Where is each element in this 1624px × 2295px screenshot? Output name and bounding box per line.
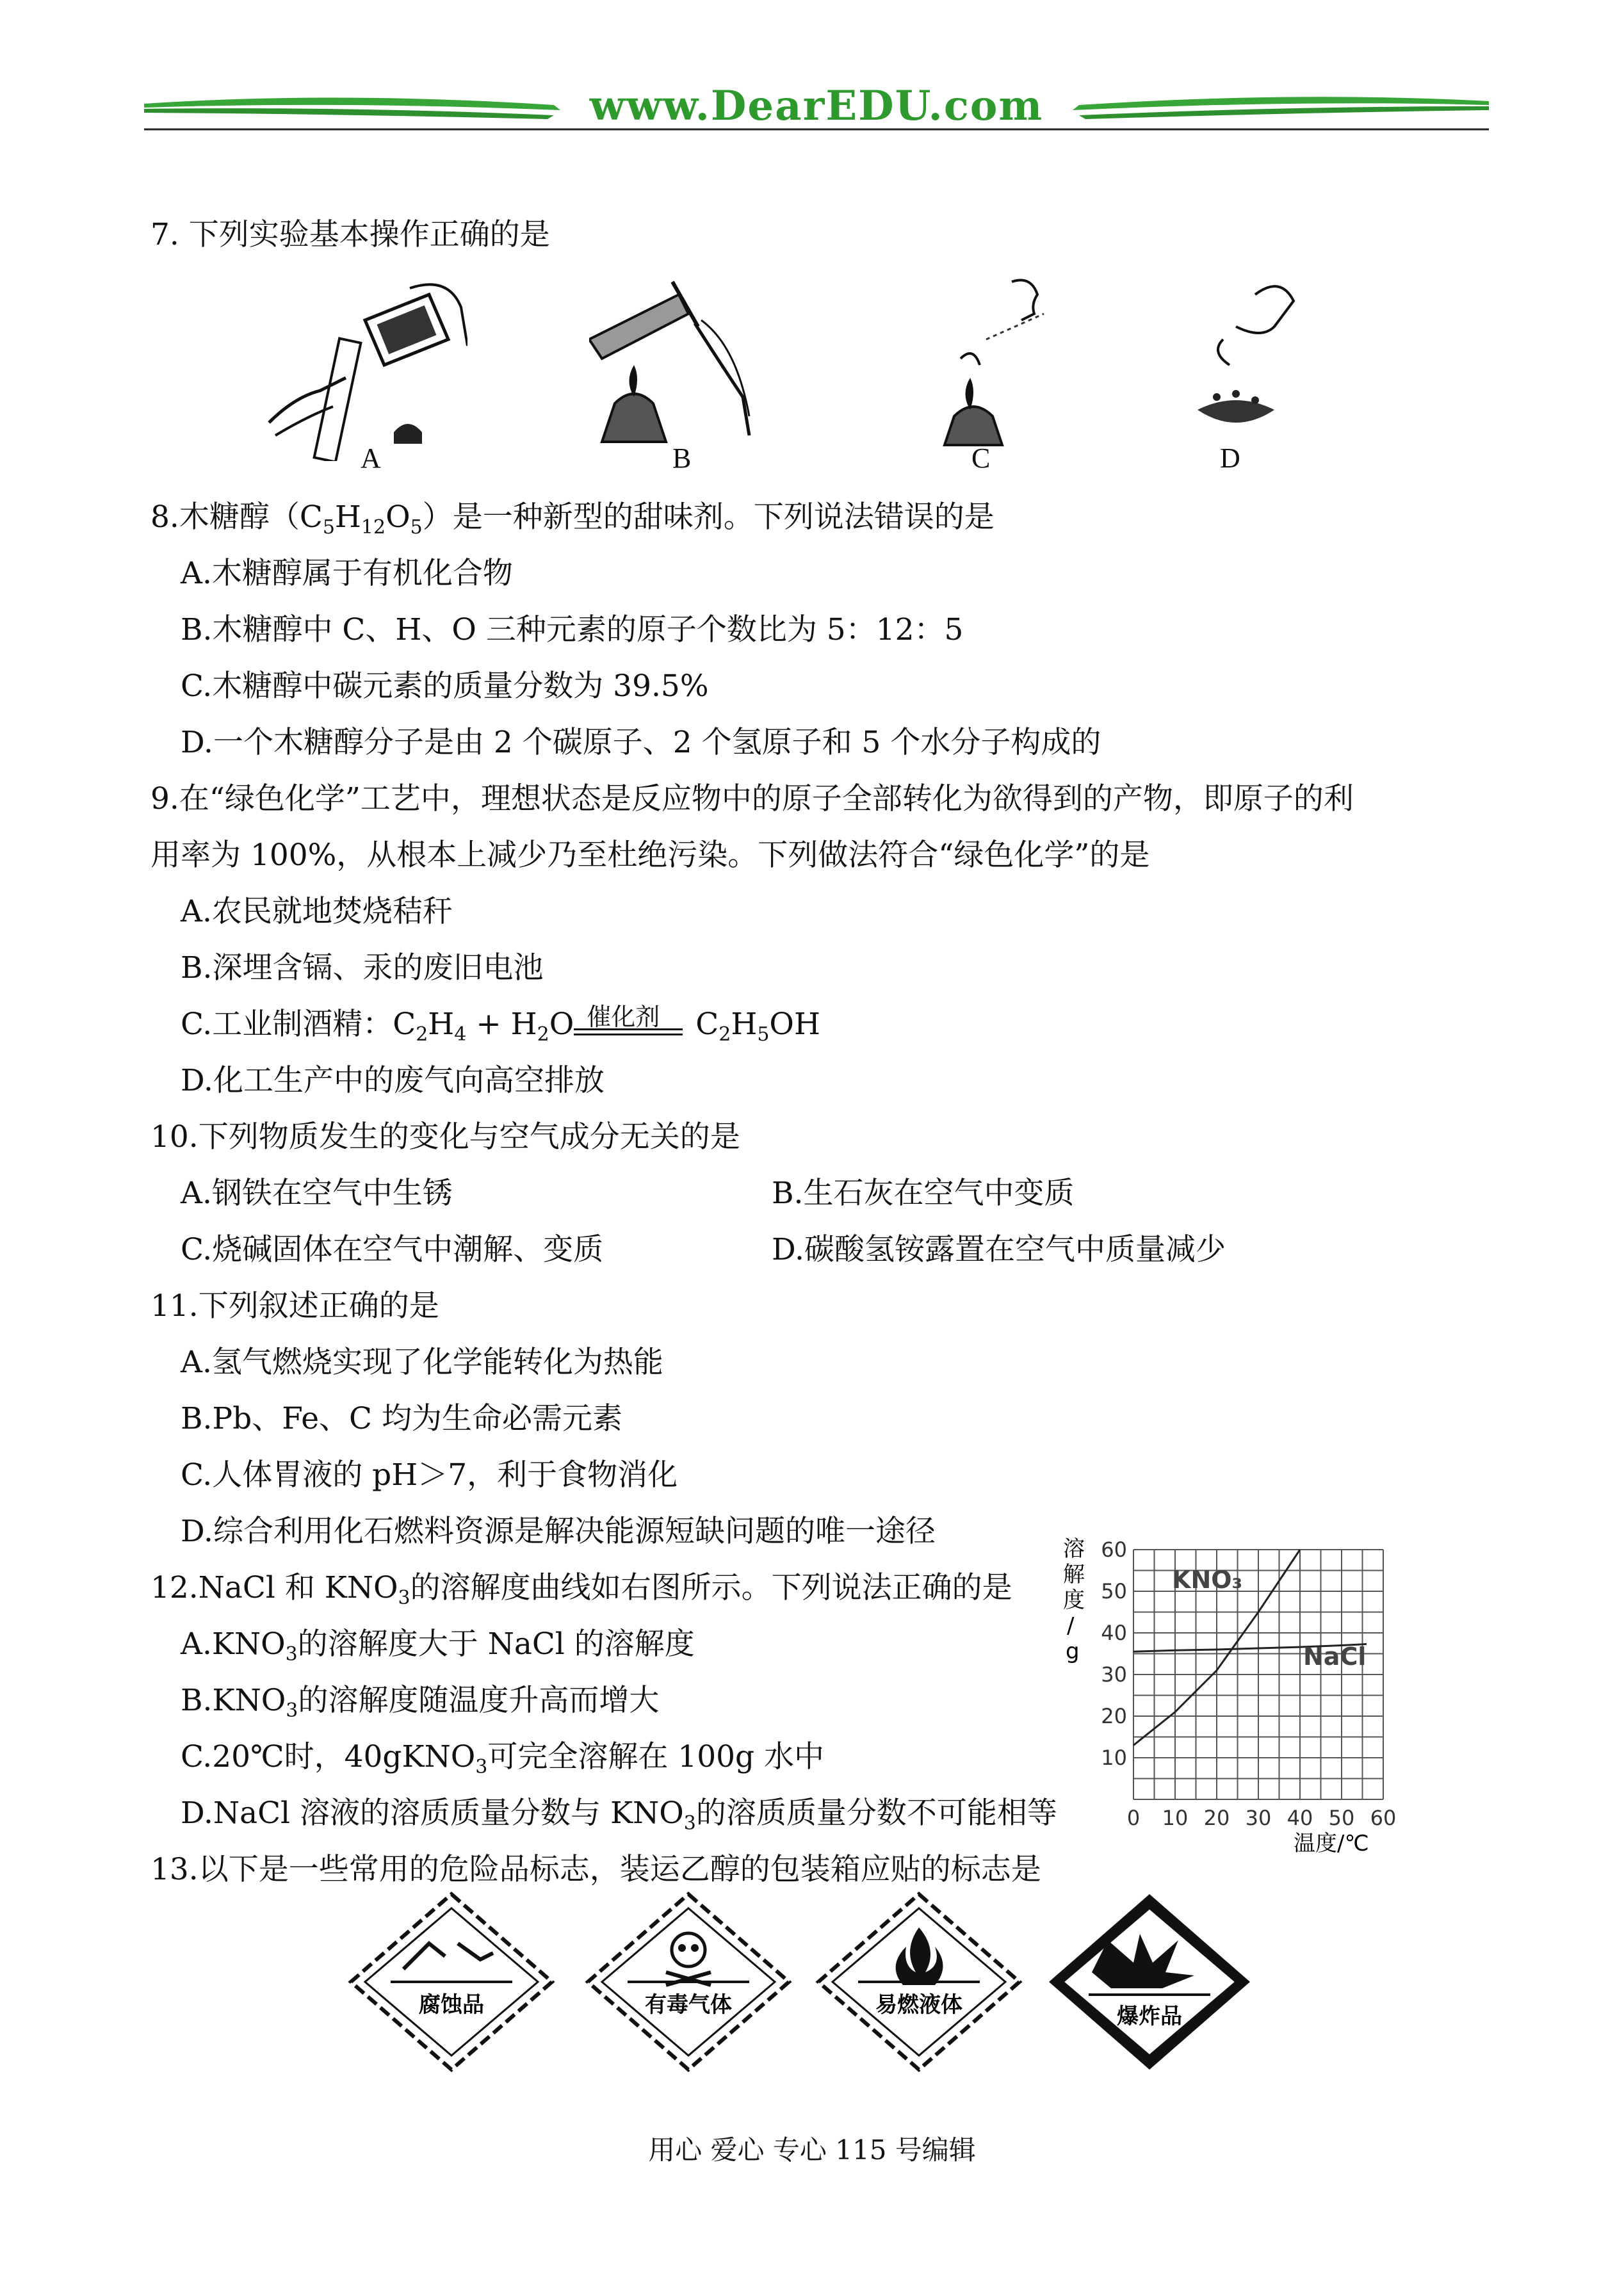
- q8-option-b: B.木糖醇中 C、H、O 三种元素的原子个数比为 5：12：5: [181, 612, 964, 647]
- q11-option-b: B.Pb、Fe、C 均为生命必需元素: [181, 1401, 622, 1436]
- q11-stem: 11.下列叙述正确的是: [150, 1288, 439, 1324]
- x-tick-label: 30: [1245, 1806, 1272, 1830]
- figure-c-smelling: [935, 269, 1101, 461]
- q8-subscript: 12: [361, 516, 386, 539]
- y-axis-label-char: /: [1067, 1613, 1075, 1639]
- q8-subscript: 5: [410, 516, 423, 539]
- figure-d-adding-solid: [1178, 269, 1306, 461]
- y-tick-label: 50: [1101, 1579, 1127, 1603]
- q7-figures: [256, 269, 1281, 480]
- q12-subscript: 3: [683, 1812, 696, 1835]
- equation-part: H: [428, 1007, 455, 1042]
- x-tick-label: 20: [1203, 1806, 1230, 1830]
- solubility-chart: [1050, 1511, 1409, 1857]
- q12-text: A.KNO: [181, 1626, 286, 1662]
- sign-label: 有毒气体: [645, 1992, 732, 2018]
- site-logo: www.DearEDU.com: [589, 82, 1044, 130]
- q8-option-c: C.木糖醇中碳元素的质量分数为 39.5%: [181, 669, 709, 704]
- q10-option-a: A.钢铁在空气中生锈: [181, 1176, 453, 1211]
- series-label-nacl: NaCl: [1303, 1642, 1367, 1671]
- chart-grid: [1133, 1550, 1383, 1799]
- q12-option-c: [181, 1738, 824, 1787]
- x-tick-label: 40: [1287, 1806, 1313, 1830]
- q12-text: 的溶解度随温度升高而增大: [298, 1683, 660, 1718]
- q12-text: 的溶解度大于 NaCl 的溶解度: [297, 1626, 695, 1662]
- equation-subscript: 2: [719, 1023, 731, 1046]
- toxic-gas-sign: [583, 1889, 794, 2075]
- figure-a-pouring: [256, 269, 467, 461]
- q7-stem: 7. 下列实验基本操作正确的是: [150, 217, 550, 252]
- series-label-kno3: KNO₃: [1172, 1566, 1243, 1594]
- reaction-arrow: [574, 1005, 695, 1044]
- q12-text: D.NaCl 溶液的溶质质量分数与 KNO: [181, 1796, 684, 1831]
- q11-option-d: D.综合利用化石燃料资源是解决能源短缺问题的唯一途径: [181, 1514, 936, 1549]
- q9-option-d: D.化工生产中的废气向高空排放: [181, 1063, 605, 1098]
- q8-stem-part: O: [386, 499, 410, 535]
- figure-label-a: A: [361, 442, 381, 474]
- q9-option-b: B.深埋含镉、汞的废旧电池: [181, 950, 544, 985]
- equation-subscript: 2: [537, 1023, 549, 1046]
- equation-part: H: [731, 1007, 758, 1042]
- corrosive-sign: [346, 1889, 557, 2075]
- q8-stem-part: ）是一种新型的甜味剂。下列说法错误的是: [422, 499, 995, 535]
- q9-option-c: [181, 1005, 820, 1054]
- q9-stem-line1: 9.在“绿色化学”工艺中，理想状态是反应物中的原子全部转化为欲得到的产物，即原子的利: [150, 781, 1354, 816]
- figure-label-c: C: [971, 442, 991, 474]
- q12-stem-part: 12.NaCl 和 KNO: [150, 1570, 398, 1605]
- equation-part: C.工业制酒精：C: [181, 1007, 416, 1042]
- q8-stem-part: H: [334, 499, 361, 535]
- q12-option-b: [181, 1682, 659, 1730]
- equation-part: + H: [466, 1007, 537, 1042]
- figure-b-heating: [589, 269, 800, 461]
- q9-option-a: A.农民就地焚烧秸秆: [181, 894, 453, 929]
- y-axis-label-char: 溶: [1063, 1536, 1085, 1562]
- y-tick-label: 40: [1101, 1621, 1127, 1645]
- chart-y-axis-label: [1063, 1536, 1085, 1664]
- q8-stem-part: 8.木糖醇（C: [150, 499, 323, 535]
- q12-stem: [150, 1569, 1012, 1618]
- q10-stem: 10.下列物质发生的变化与空气成分无关的是: [150, 1119, 740, 1155]
- q12-option-a: [181, 1625, 695, 1674]
- q10-option-d: D.碳酸氢铵露置在空气中质量减少: [772, 1232, 1226, 1267]
- q8-option-a: A.木糖醇属于有机化合物: [181, 556, 513, 591]
- y-tick-label: 30: [1101, 1662, 1127, 1687]
- sign-label: 易燃液体: [875, 1992, 962, 2018]
- equation-part: C: [695, 1007, 719, 1042]
- q13-stem: 13.以下是一些常用的危险品标志，装运乙醇的包装箱应贴的标志是: [150, 1852, 1041, 1887]
- y-axis-label-char: g: [1066, 1639, 1080, 1664]
- y-tick-label: 60: [1101, 1537, 1127, 1562]
- y-axis-label-char: 解: [1063, 1562, 1085, 1587]
- hazard-signs: [346, 1889, 1281, 2075]
- q8-subscript: 5: [322, 516, 335, 539]
- q8-stem: [150, 498, 995, 547]
- sign-label: 腐蚀品: [419, 1992, 484, 2018]
- catalyst-label: 催化剂: [587, 1003, 660, 1031]
- q12-option-d: [181, 1794, 1057, 1843]
- figure-label-b: B: [672, 442, 692, 474]
- q8-option-d: D.一个木糖醇分子是由 2 个碳原子、2 个氢原子和 5 个水分子构成的: [181, 725, 1101, 760]
- x-tick-label: 60: [1370, 1806, 1397, 1830]
- y-tick-label: 10: [1101, 1746, 1127, 1770]
- q11-option-a: A.氢气燃烧实现了化学能转化为热能: [181, 1345, 663, 1380]
- chart-ticks: [1101, 1537, 1396, 1830]
- x-tick-label: 0: [1126, 1806, 1141, 1830]
- q9-stem-line2: 用率为 100%，从根本上减少乃至杜绝污染。下列做法符合“绿色化学”的是: [150, 838, 1150, 873]
- q12-stem-part: 的溶解度曲线如右图所示。下列说法正确的是: [410, 1570, 1012, 1605]
- page-footer: 用心 爱心 专心 115 号编辑: [648, 2134, 976, 2166]
- equation-part: OH: [769, 1007, 820, 1042]
- x-tick-label: 50: [1328, 1806, 1355, 1830]
- q12-text: 可完全溶解在 100g 水中: [487, 1739, 825, 1774]
- x-tick-label: 10: [1162, 1806, 1189, 1830]
- equation-part: O: [549, 1007, 574, 1042]
- y-tick-label: 20: [1101, 1704, 1127, 1728]
- q10-option-b: B.生石灰在空气中变质: [772, 1176, 1075, 1211]
- q10-option-c: C.烧碱固体在空气中潮解、变质: [181, 1232, 604, 1267]
- q12-subscript: 3: [398, 1587, 410, 1609]
- flammable-liquid-sign: [813, 1889, 1025, 2075]
- q12-subscript: 3: [286, 1699, 298, 1722]
- page-header: [144, 77, 1489, 134]
- y-axis-label-char: 度: [1063, 1587, 1085, 1613]
- q12-text: 的溶质质量分数不可能相等: [695, 1796, 1057, 1831]
- equation-subscript: 4: [454, 1023, 467, 1046]
- explosive-sign: [1044, 1889, 1255, 2075]
- q12-subscript: 3: [285, 1643, 298, 1666]
- sign-label: 爆炸品: [1117, 2004, 1182, 2029]
- q11-option-c: C.人体胃液的 pH＞7，利于食物消化: [181, 1457, 678, 1493]
- equation-subscript: 5: [757, 1023, 770, 1046]
- equation-subscript: 2: [416, 1023, 428, 1046]
- figure-label-d: D: [1220, 442, 1240, 474]
- q12-text: C.20℃时，40gKNO: [181, 1739, 476, 1774]
- q12-subscript: 3: [475, 1756, 488, 1778]
- q12-text: B.KNO: [181, 1683, 286, 1718]
- x-axis-label: 温度/℃: [1294, 1831, 1369, 1856]
